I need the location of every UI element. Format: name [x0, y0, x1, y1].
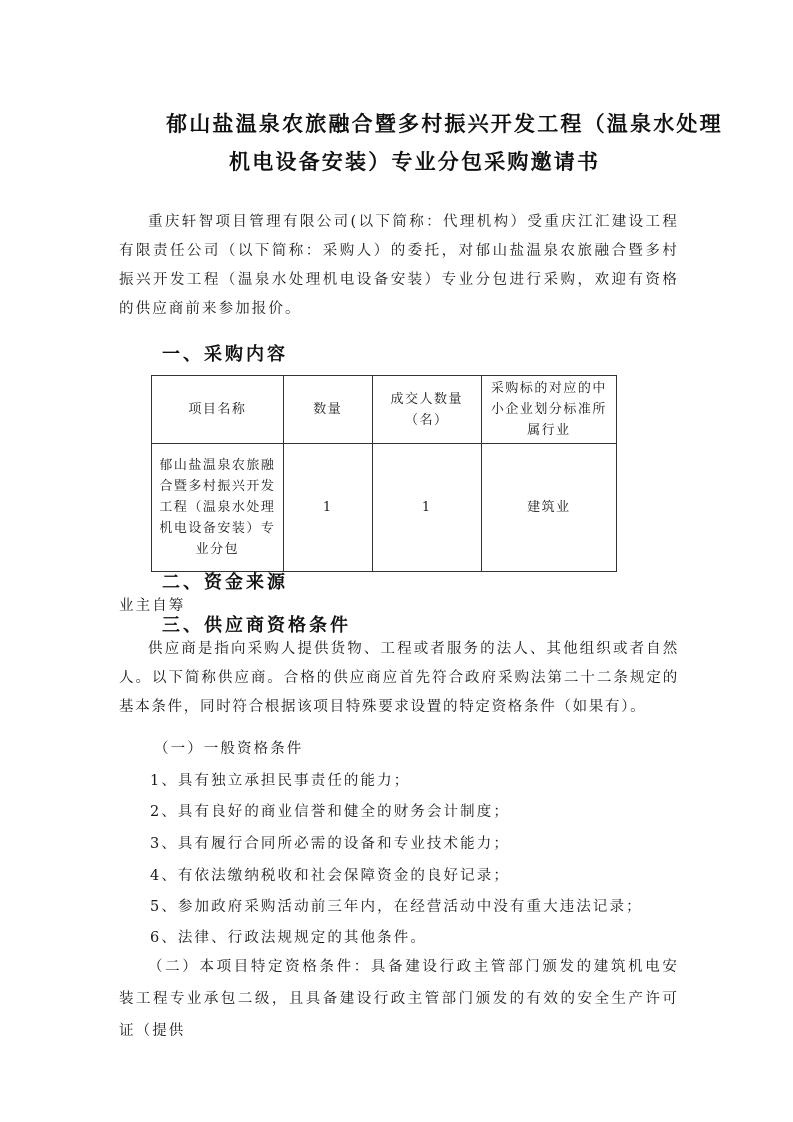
header-quantity: 数量	[283, 376, 372, 444]
general-condition-item: 1、具有独立承担民事责任的能力；	[150, 773, 411, 789]
header-winners: 成交人数量（名）	[372, 376, 481, 444]
general-condition-item: 3、具有履行合同所必需的设备和专业技术能力；	[150, 836, 510, 852]
document-title-line-2: 机电设备安装）专业分包采购邀请书	[229, 150, 601, 174]
general-condition-item: 5、参加政府采购活动前三年内，在经营活动中没有重大违法记录；	[150, 899, 643, 915]
cell-industry: 建筑业	[481, 444, 616, 572]
header-project-name: 项目名称	[152, 376, 284, 444]
section-3-heading: 三、供应商资格条件	[162, 615, 351, 636]
document-title-line-1: 郁山盐温泉农旅融合暨多村振兴开发工程（温泉水处理	[166, 112, 723, 136]
table-header-row	[152, 376, 617, 444]
cell-project-name: 郁山盐温泉农旅融合暨多村振兴开发工程（温泉水处理机电设备安装）专业分包	[152, 444, 284, 572]
cell-winners: 1	[372, 444, 481, 572]
table-row	[152, 444, 617, 572]
general-condition-item: 6、法律、行政法规规定的其他条件。	[150, 930, 427, 946]
cell-quantity: 1	[283, 444, 372, 572]
section-1-heading: 一、采购内容	[162, 344, 288, 365]
procurement-table	[151, 375, 617, 572]
general-conditions-heading: （一）一般资格条件	[154, 741, 304, 757]
specific-conditions-paragraph: （二）本项目特定资格条件：具备建设行政主管部门颁发的建筑机电安装工程专业承包二级，且具备建设行政主管部门颁发的有效的安全生产许可证（提供	[119, 959, 679, 1039]
section-2-heading: 二、资金来源	[162, 572, 288, 593]
funding-source-text: 业主自筹	[119, 598, 186, 614]
supplier-intro-paragraph: 供应商是指向采购人提供货物、工程或者服务的法人、其他组织或者自然人。以下简称供应商。合格的供应商应首先符合政府采购法第二十二条规定的基本条件，同时符合根据该项目特殊要求设置的特定资格条件（如果有）。	[119, 641, 679, 715]
general-condition-item: 4、有依法缴纳税收和社会保障资金的良好记录；	[150, 868, 510, 884]
general-condition-item: 2、具有良好的商业信誉和健全的财务会计制度；	[150, 804, 510, 820]
header-industry: 采购标的对应的中小企业划分标准所属行业	[481, 376, 616, 444]
intro-paragraph: 重庆轩智项目管理有限公司(以下简称：代理机构）受重庆江汇建设工程有限责任公司（以下简称：采购人）的委托，对郁山盐温泉农旅融合暨多村振兴开发工程（温泉水处理机电设备安装）专业分包进行采购，欢迎有资格的供应商前来参加报价。	[119, 214, 679, 317]
